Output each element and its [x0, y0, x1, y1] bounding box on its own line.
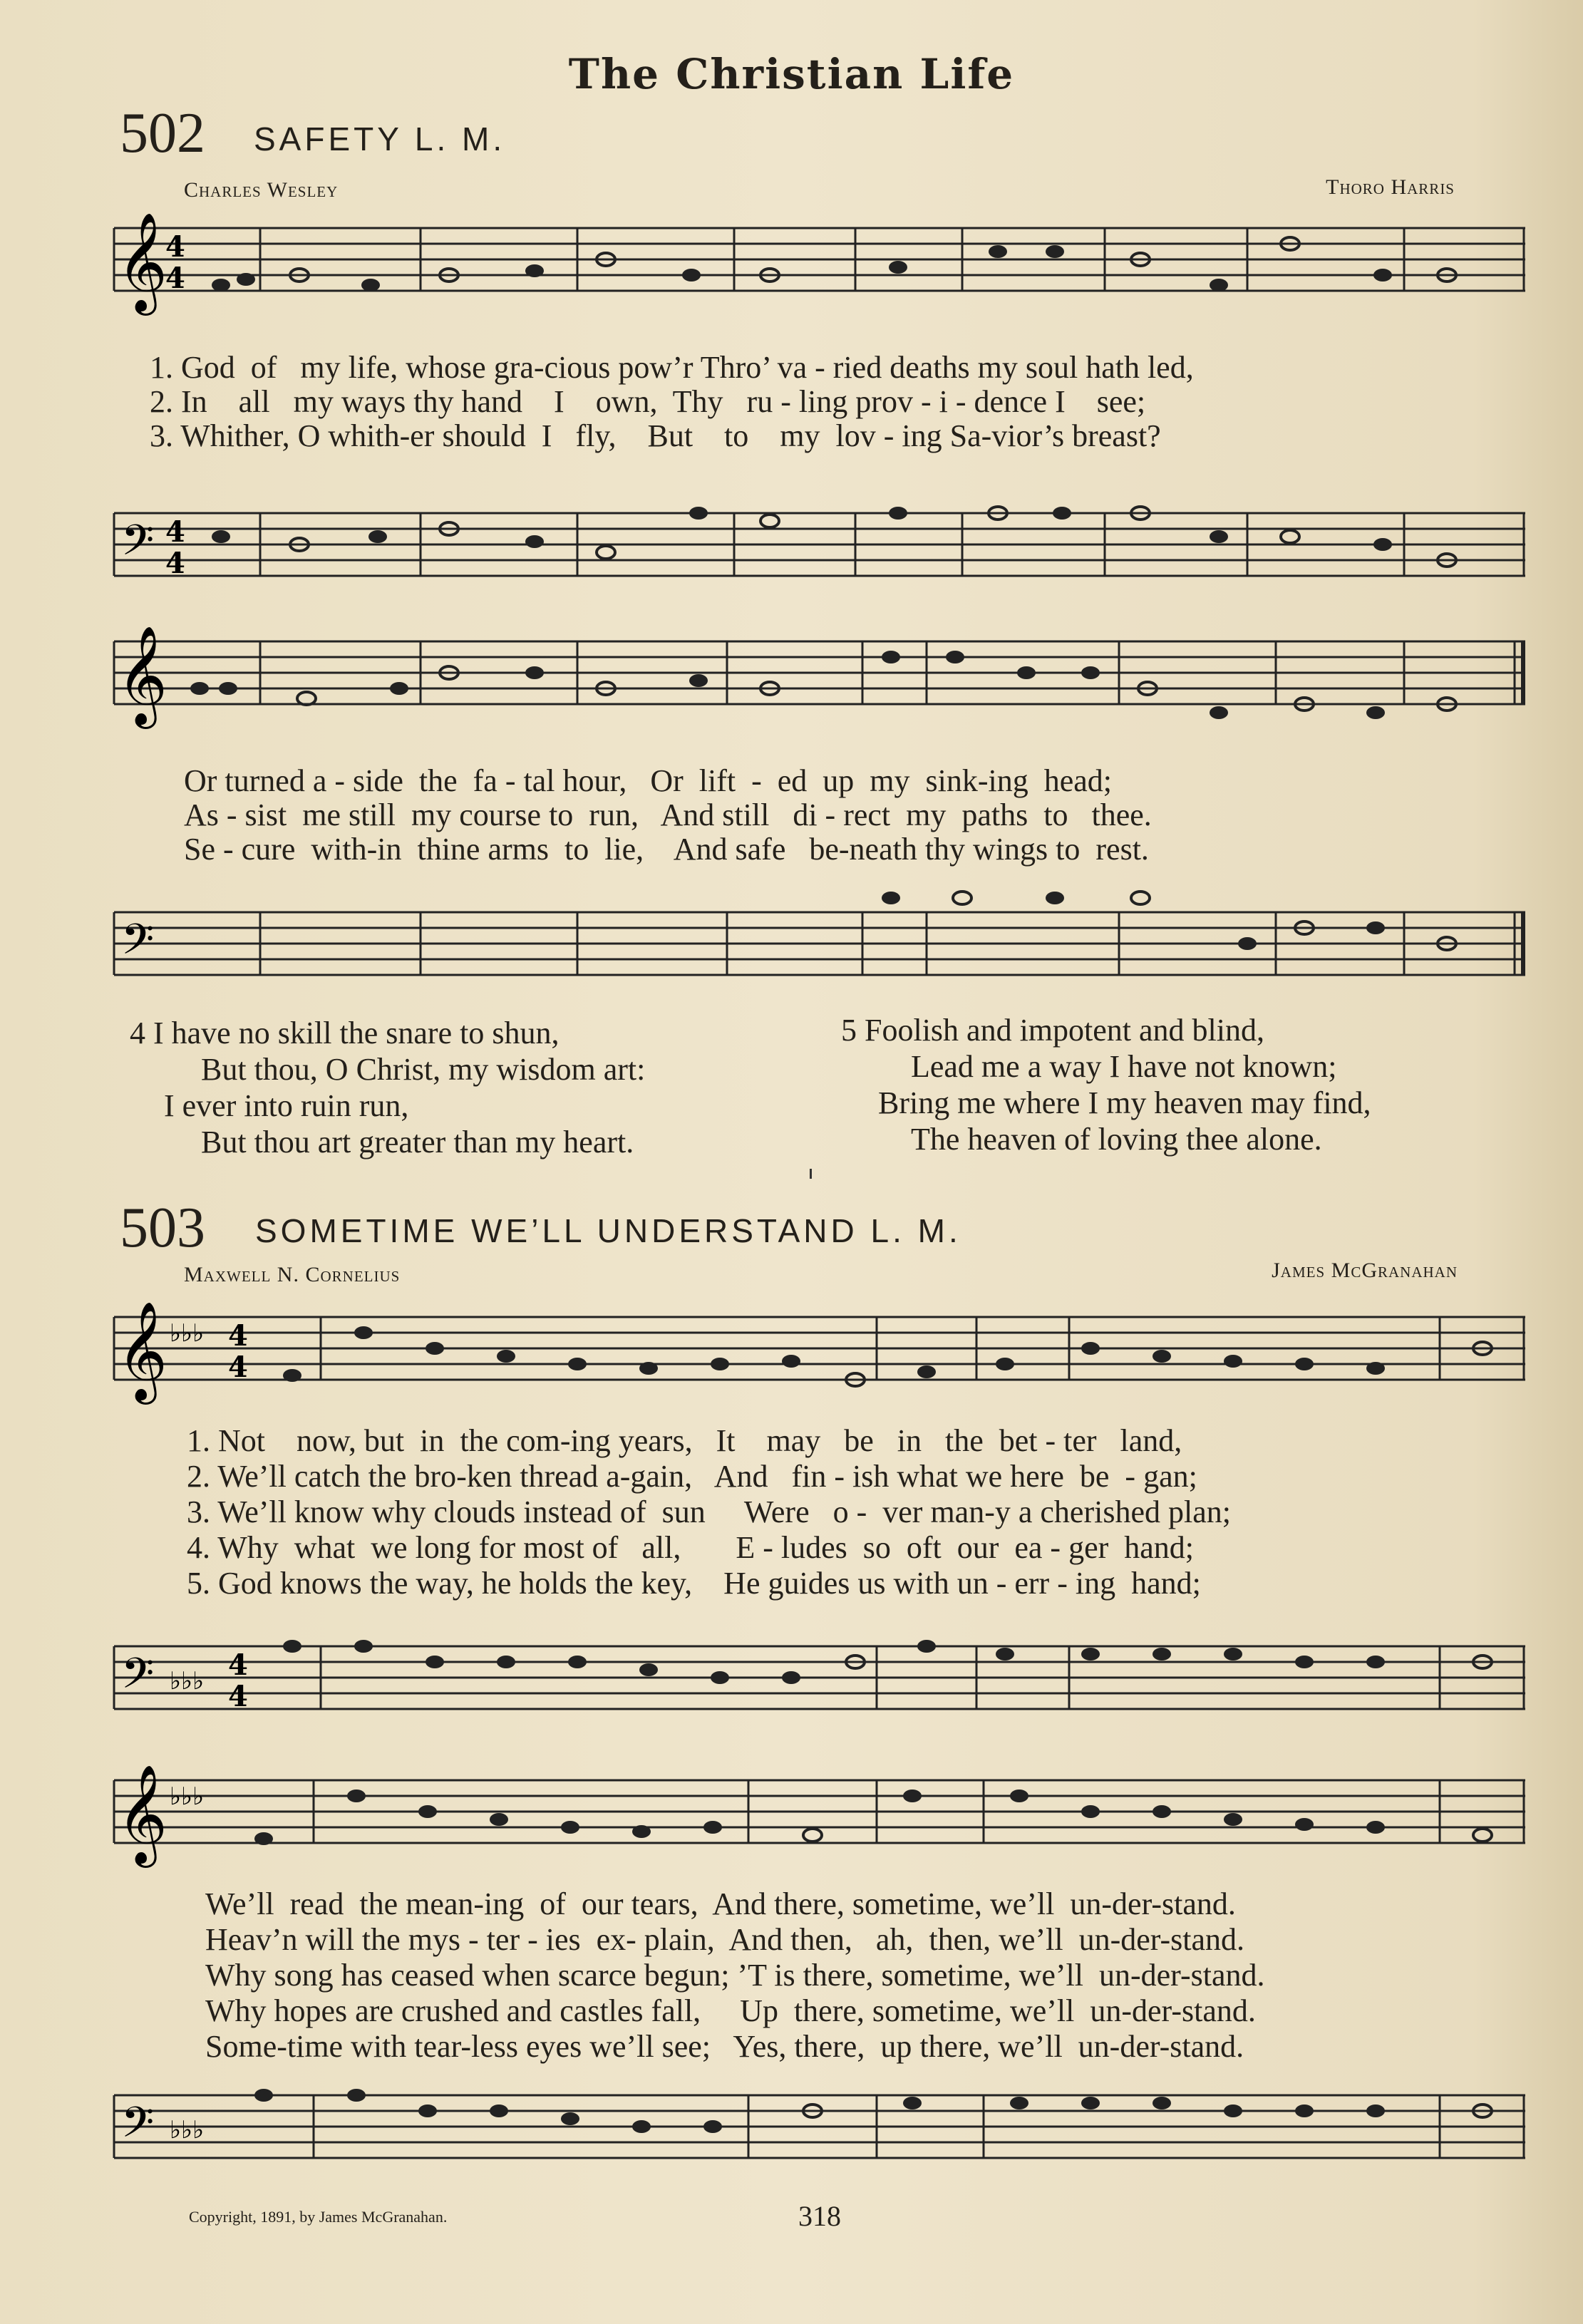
- page-number: 318: [798, 2200, 841, 2232]
- verse-line-503-3: 3. We’ll know why clouds instead of sun Were o - ver man-y a cherished plan;: [187, 1494, 1231, 1529]
- verse-line-503-6: We’ll read the mean-ing of our tears, And there, sometime, we’ll un-der-stand.: [205, 1886, 1236, 1921]
- verse-line-503-5: 5. God knows the way, he holds the key, He guides us with un - err - ing hand;: [187, 1566, 1201, 1601]
- svg-text:♭♭♭: ♭♭♭: [170, 1782, 205, 1811]
- hymn-number: 503: [120, 1197, 205, 1259]
- bass-staff-503-1: [107, 1603, 1525, 1746]
- svg-text:4: 4: [228, 1319, 248, 1353]
- svg-text:♭♭♭: ♭♭♭: [170, 1319, 205, 1348]
- treble-staff-503-2: [107, 1760, 1525, 1889]
- verse-line-503-7: Heav’n will the mys - ter - ies ex- plain, And then, ah, then, we’ll un-der-stand.: [205, 1922, 1245, 1957]
- verse-line-502-3: 3. Whither, O whith-er should I fly, But to my lov - ing Sa-vior’s breast?: [150, 418, 1161, 453]
- hymn-number: 502: [120, 102, 205, 165]
- stanza-4: 4 I have no skill the snare to shun, But thou, O Christ, my wisdom art: I ever into ruin run, But thou art greater than my heart.: [130, 1016, 646, 1160]
- verse-line-503-4: 4. Why what we long for most of all, E - ludes so oft our ea - ger hand;: [187, 1530, 1195, 1565]
- svg-text:𝄞: 𝄞: [117, 1301, 167, 1400]
- svg-text:𝄞: 𝄞: [117, 627, 167, 725]
- verse-line-502-6: Se - cure with-in thine arms to lie, And safe be-neath thy wings to rest.: [184, 832, 1149, 867]
- hymn-composer: Thoro Harris: [1326, 175, 1455, 199]
- bass-staff-502-2: [107, 869, 1525, 1012]
- svg-text:𝄞: 𝄞: [117, 1765, 167, 1864]
- svg-text:4: 4: [165, 547, 185, 580]
- stanza-5: 5 Foolish and impotent and blind, Lead me a way I have not known; Bring me where I my heaven may find, The heaven of loving thee alone.: [841, 1013, 1371, 1157]
- verse-line-503-8: Why song has ceased when scarce begun; ’T is there, sometime, we’ll un-der-stand.: [205, 1958, 1265, 1993]
- bass-staff-502-1: [107, 470, 1525, 613]
- svg-text:4: 4: [228, 1350, 248, 1384]
- verse-line-503-10: Some-time with tear-less eyes we’ll see; Yes, there, up there, we’ll un-der-stand.: [205, 2029, 1244, 2064]
- section-title: The Christian Life: [568, 50, 1015, 98]
- verse-line-503-1: 1. Not now, but in the com-ing years, It may be in the bet - ter land,: [187, 1423, 1182, 1458]
- svg-text:4: 4: [165, 230, 185, 264]
- verse-line-502-4: Or turned a - side the fa - tal hour, Or lift - ed up my sink-ing head;: [184, 763, 1113, 798]
- hymn-title: SOMETIME WE’LL UNDERSTAND L. M.: [255, 1212, 961, 1249]
- verse-line-502-1: 1. God of my life, whose gra-cious pow’r Thro’ va - ried deaths my soul hath led,: [150, 350, 1194, 385]
- copyright-notice: Copyright, 1891, by James McGranahan.: [189, 2208, 448, 2226]
- svg-text:♭♭♭: ♭♭♭: [170, 1667, 205, 1695]
- svg-text:4: 4: [165, 515, 185, 549]
- svg-text:♭♭♭: ♭♭♭: [170, 2116, 205, 2144]
- hymn-title: SAFETY L. M.: [254, 120, 506, 157]
- treble-staff-502-2: [107, 627, 1525, 755]
- verse-line-503-9: Why hopes are crushed and castles fall, Up there, sometime, we’ll un-der-stand.: [205, 1993, 1256, 2028]
- svg-text:𝄞: 𝄞: [117, 214, 167, 311]
- svg-text:4: 4: [165, 262, 185, 295]
- verse-line-503-2: 2. We’ll catch the bro-ken thread a-gain, And fin - ish what we here be - gan;: [187, 1459, 1197, 1494]
- svg-text:𝄢: 𝄢: [121, 914, 155, 974]
- verse-line-502-5: As - sist me still my course to run, And still di - rect my paths to thee.: [184, 797, 1152, 832]
- svg-text:4: 4: [228, 1648, 248, 1682]
- hymn-author: Maxwell N. Cornelius: [184, 1263, 401, 1286]
- bass-staff-503-2: [107, 2067, 1525, 2209]
- svg-text:4: 4: [228, 1680, 248, 1713]
- svg-text:𝄢: 𝄢: [121, 2097, 155, 2157]
- treble-staff-502-1: [107, 214, 1525, 342]
- svg-text:𝄢: 𝄢: [121, 515, 155, 575]
- stanza-divider: [810, 1169, 812, 1179]
- treble-staff-503-1: [107, 1297, 1525, 1425]
- hymn-composer: James McGranahan: [1272, 1259, 1458, 1282]
- svg-text:𝄢: 𝄢: [121, 1648, 155, 1708]
- verse-line-502-2: 2. In all my ways thy hand I own, Thy ru - ling prov - i - dence I see;: [150, 384, 1146, 419]
- hymn-author: Charles Wesley: [184, 178, 339, 202]
